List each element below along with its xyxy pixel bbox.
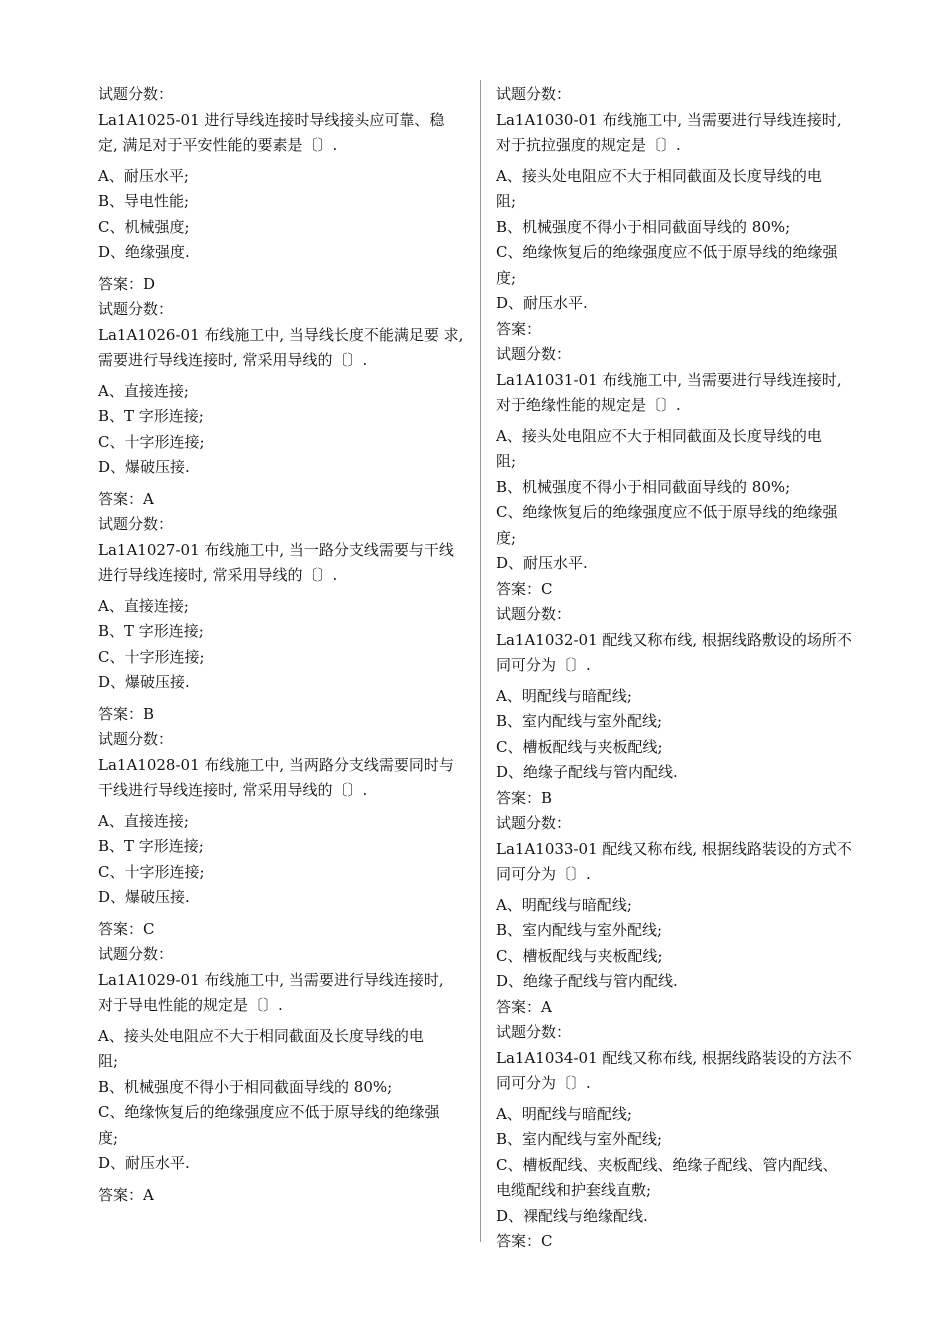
option-line: C、十字形连接; (98, 862, 205, 881)
question-stem: 需要进行导线连接时, 常采用导线的〔〕. (98, 351, 368, 369)
question-stem: 对于导电性能的规定是〔〕. (98, 996, 283, 1014)
option-line: A、直接连接; (98, 381, 189, 400)
option-line: D、爆破压接. (98, 673, 190, 691)
score-label: 试题分数： (496, 85, 572, 103)
answer-line: 答案：B (98, 704, 155, 723)
question-block (496, 82, 866, 342)
answer-line: 答案：D (98, 274, 156, 293)
option-line: C、槽板配线与夹板配线; (496, 737, 663, 756)
question-block (496, 811, 866, 1020)
question-stem: La1A1033-01 配线又称布线, 根据线路装设的方式不 (496, 839, 852, 858)
question-block (98, 512, 468, 727)
option-line: A、明配线与暗配线; (496, 1104, 632, 1123)
score-label: 试题分数： (496, 345, 572, 363)
options-list (98, 164, 468, 266)
option-line: B、导电性能; (98, 192, 190, 210)
options-list (496, 893, 866, 995)
question-stem: 对于抗拉强度的规定是〔〕. (496, 136, 681, 154)
answer-line: 答案：C (98, 919, 155, 938)
options-list (98, 1024, 468, 1177)
question-stem: 干线进行导线连接时, 常采用导线的〔〕. (98, 781, 368, 799)
option-line: B、机械强度不得小于相同截面导线的 80%; (496, 477, 791, 496)
option-line: D、爆破压接. (98, 888, 190, 906)
option-line: A、直接连接; (98, 811, 189, 830)
score-label: 试题分数： (98, 515, 174, 533)
score-label: 试题分数： (496, 814, 572, 832)
option-line: B、机械强度不得小于相同截面导线的 80%; (98, 1077, 393, 1096)
question-stem: 定, 满足对于平安性能的要素是〔〕. (98, 136, 338, 154)
question-stem: La1A1030-01 布线施工中, 当需要进行导线连接时, (496, 110, 842, 129)
right-column (496, 82, 866, 1255)
question-block (98, 942, 468, 1208)
option-line: A、接头处电阻应不大于相同截面及长度导线的电 (496, 426, 822, 445)
answer-line: 答案：C (496, 1232, 553, 1250)
option-line: D、耐压水平. (98, 1154, 190, 1172)
option-line: A、接头处电阻应不大于相同截面及长度导线的电 (496, 166, 822, 185)
option-line: B、室内配线与室外配线; (496, 1130, 663, 1148)
answer-line: 答案：C (496, 579, 553, 598)
option-line: B、T 字形连接; (98, 837, 204, 855)
question-block (496, 602, 866, 811)
options-list (496, 424, 866, 577)
option-line: D、耐压水平. (496, 554, 588, 572)
option-line: 度; (496, 268, 517, 287)
score-label: 试题分数： (98, 85, 174, 103)
question-block (98, 297, 468, 512)
options-list (98, 809, 468, 911)
option-line: D、裸配线与绝缘配线. (496, 1206, 648, 1225)
option-line: C、槽板配线、夹板配线、绝缘子配线、管内配线、 (496, 1155, 838, 1174)
question-block (496, 342, 866, 602)
answer-line: 答案： (496, 319, 542, 338)
question-stem: 同可分为〔〕. (496, 1074, 591, 1092)
option-line: B、室内配线与室外配线; (496, 712, 663, 730)
answer-line: 答案：A (98, 489, 154, 508)
option-line: A、接头处电阻应不大于相同截面及长度导线的电 (98, 1026, 424, 1045)
option-line: B、机械强度不得小于相同截面导线的 80%; (496, 217, 791, 236)
score-label: 试题分数： (98, 945, 174, 963)
option-line: C、槽板配线与夹板配线; (496, 946, 663, 965)
question-block (98, 82, 468, 297)
option-line: C、十字形连接; (98, 432, 205, 451)
question-stem: 同可分为〔〕. (496, 865, 591, 883)
question-block (98, 727, 468, 942)
option-line: 阻; (496, 452, 517, 470)
answer-line: 答案：A (98, 1185, 154, 1204)
question-stem: La1A1032-01 配线又称布线, 根据线路敷设的场所不 (496, 630, 852, 649)
score-label: 试题分数： (496, 1023, 572, 1041)
score-label: 试题分数： (98, 300, 174, 318)
option-line: 度; (496, 528, 517, 547)
option-line: A、明配线与暗配线; (496, 686, 632, 705)
options-list (98, 379, 468, 481)
question-stem: La1A1027-01 布线施工中, 当一路分支线需要与干线 (98, 540, 454, 559)
question-stem: 进行导线连接时, 常采用导线的〔〕. (98, 566, 338, 584)
options-list (496, 684, 866, 786)
option-line: D、绝缘子配线与管内配线. (496, 763, 678, 781)
options-list (496, 164, 866, 317)
question-stem: 对于绝缘性能的规定是〔〕. (496, 396, 681, 414)
question-block (496, 1020, 866, 1255)
option-line: 阻; (98, 1052, 119, 1070)
question-stem: La1A1034-01 配线又称布线, 根据线路装设的方法不 (496, 1048, 852, 1067)
option-line: A、直接连接; (98, 596, 189, 615)
option-line: B、室内配线与室外配线; (496, 921, 663, 939)
option-line: C、绝缘恢复后的绝缘强度应不低于原导线的绝缘强 (496, 503, 838, 521)
option-line: C、绝缘恢复后的绝缘强度应不低于原导线的绝缘强 (496, 243, 838, 261)
option-line: A、明配线与暗配线; (496, 895, 632, 914)
option-line: D、爆破压接. (98, 458, 190, 476)
question-stem: 同可分为〔〕. (496, 656, 591, 674)
question-stem: La1A1028-01 布线施工中, 当两路分支线需要同时与 (98, 755, 454, 774)
option-line: D、绝缘强度. (98, 243, 190, 261)
option-line: 阻; (496, 192, 517, 210)
option-line: D、绝缘子配线与管内配线. (496, 972, 678, 990)
question-stem: La1A1029-01 布线施工中, 当需要进行导线连接时, (98, 970, 444, 989)
answer-line: 答案：B (496, 788, 553, 807)
left-column (98, 82, 468, 1208)
option-line: C、机械强度; (98, 217, 190, 236)
option-line: B、T 字形连接; (98, 407, 204, 425)
option-line: C、十字形连接; (98, 647, 205, 666)
option-line: 度; (98, 1128, 119, 1147)
option-line: A、耐压水平; (98, 166, 189, 185)
column-divider (480, 80, 481, 1242)
option-line: C、绝缘恢复后的绝缘强度应不低于原导线的绝缘强 (98, 1103, 440, 1121)
option-line: D、耐压水平. (496, 294, 588, 312)
answer-line: 答案：A (496, 997, 552, 1016)
options-list (496, 1102, 866, 1230)
score-label: 试题分数： (98, 730, 174, 748)
option-line: 电缆配线和护套线直敷; (496, 1181, 652, 1199)
option-line: B、T 字形连接; (98, 622, 204, 640)
question-stem: La1A1025-01 进行导线连接时导线接头应可靠、稳 (98, 110, 445, 129)
question-stem: La1A1031-01 布线施工中, 当需要进行导线连接时, (496, 370, 842, 389)
score-label: 试题分数： (496, 605, 572, 623)
question-stem: La1A1026-01 布线施工中, 当导线长度不能满足要 求, (98, 325, 464, 344)
options-list (98, 594, 468, 696)
